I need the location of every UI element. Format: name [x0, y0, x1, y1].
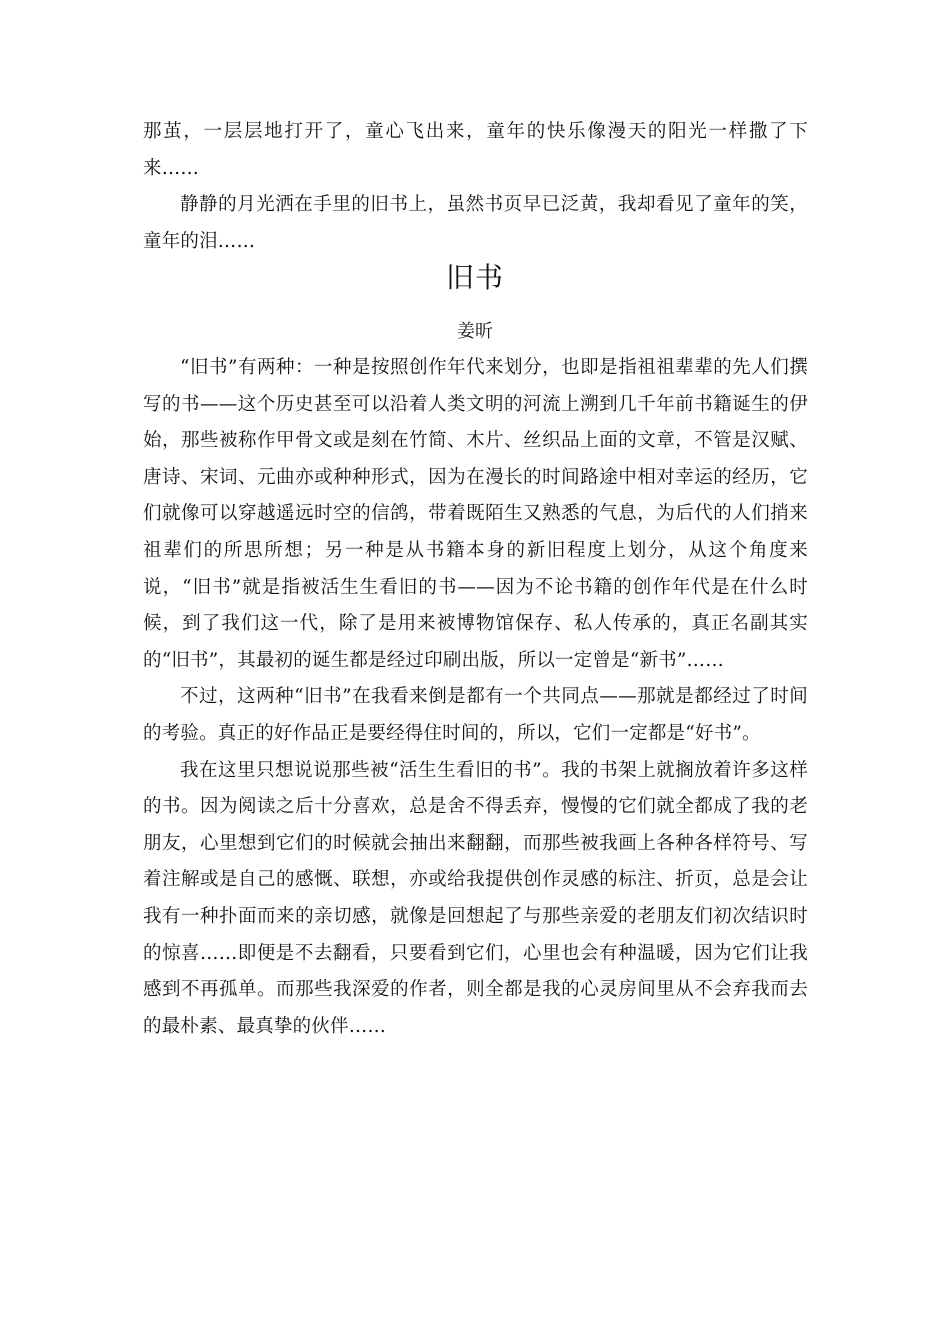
- previous-article-ending: [143, 114, 808, 260]
- article-body: [143, 350, 808, 1045]
- body-paragraph-1: “旧书”有两种：一种是按照创作年代来划分，也即是指祖祖辈辈的先人们撰写的书——这个历史甚至可以沿着人类文明的河流上溯到几千年前书籍诞生的伊始，那些被称作甲骨文或是刻在竹简、木片、丝织品上面的文章，不管是汉赋、唐诗、宋词、元曲亦或种种形式，因为在漫长的时间路途中相对幸运的经历，它们就像可以穿越遥远时空的信鸽，带着既陌生又熟悉的气息，为后代的人们捎来祖辈们的所思所想；另一种是从书籍本身的新旧程度上划分，从这个角度来说，“旧书”就是指被活生生看旧的书——因为不论书籍的创作年代是在什么时候，到了我们这一代，除了是用来被博物馆保存、私人传承的，真正名副其实的“旧书”，其最初的诞生都是经过印刷出版，所以一定曾是“新书”……: [143, 357, 808, 671]
- body-paragraph-3: 我在这里只想说说那些被“活生生看旧的书”。我的书架上就搁放着许多这样的书。因为阅读之后十分喜欢，总是舍不得丢弃，慢慢的它们就全都成了我的老朋友，心里想到它们的时候就会抽出来翻翻，而那些被我画上各种各样符号、写着注解或是自己的感慨、联想，亦或给我提供创作灵感的标注、折页，总是会让我有一种扑面而来的亲切感，就像是回想起了与那些亲爱的老朋友们初次结识时的惊喜……即便是不去翻看，只要看到它们，心里也会有种温暖，因为它们让我感到不再孤单。而那些我深爱的作者，则全都是我的心灵房间里从不会弃我而去的最朴素、最真挚的伙伴……: [143, 759, 808, 1037]
- article-title: 旧书: [445, 261, 504, 294]
- article-author: 姜昕: [457, 321, 493, 342]
- previous-paragraph-1: 那茧，一层层地打开了，童心飞出来，童年的快乐像漫天的阳光一样撒了下来……: [143, 121, 808, 179]
- body-paragraph-2: 不过，这两种“旧书”在我看来倒是都有一个共同点——那就是都经过了时间的考验。真正的好作品正是要经得住时间的，所以，它们一定都是“好书”。: [143, 686, 808, 744]
- previous-paragraph-2: 静静的月光洒在手里的旧书上，虽然书页早已泛黄，我却看见了童年的笑，童年的泪……: [143, 194, 808, 252]
